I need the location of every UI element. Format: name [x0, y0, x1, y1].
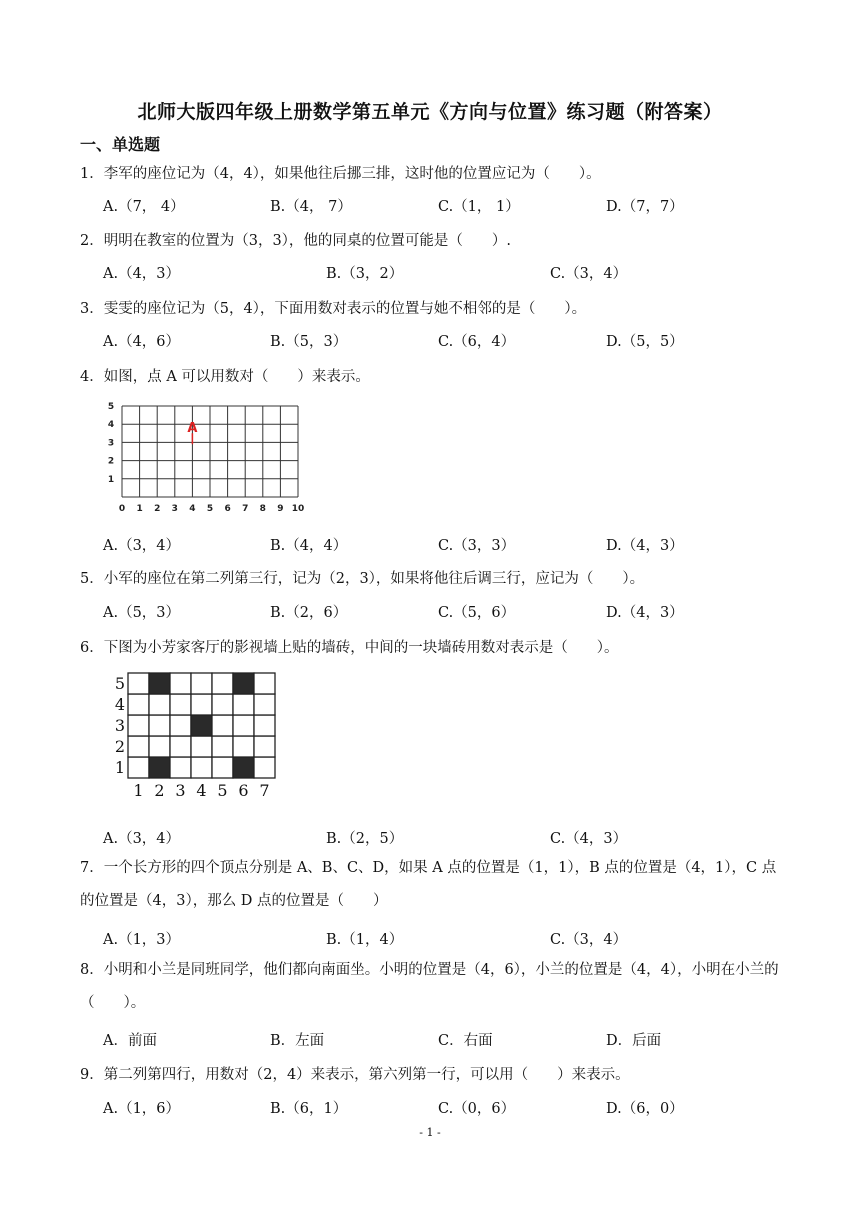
column-label: 5	[217, 781, 228, 800]
row-label: 4	[114, 695, 126, 714]
tile	[128, 694, 149, 715]
option-c[interactable]: C.（1， 1）	[438, 199, 520, 215]
option-c[interactable]: C.（3，3）	[438, 538, 516, 554]
tile	[170, 736, 191, 757]
option-a[interactable]: A.（4，3）	[103, 266, 181, 282]
row-label: 2	[114, 737, 126, 756]
option-d[interactable]: D.（5，5）	[606, 334, 684, 350]
tile	[149, 694, 170, 715]
option-c[interactable]: C.（5，6）	[438, 605, 516, 621]
tile	[128, 757, 149, 778]
page-title: 北师大版四年级上册数学第五单元《方向与位置》练习题（附答案）	[137, 101, 723, 123]
option-c[interactable]: C.（3，4）	[550, 932, 628, 948]
dark-tile	[233, 757, 254, 778]
tile	[128, 736, 149, 757]
option-d[interactable]: D.（6，0）	[606, 1101, 684, 1117]
tile	[170, 673, 191, 694]
x-tick-label: 10	[291, 504, 305, 514]
y-tick-label: 4	[107, 420, 115, 431]
option-a[interactable]: A.（1，6）	[103, 1101, 181, 1117]
tile	[212, 694, 233, 715]
tile	[233, 694, 254, 715]
section-heading: 一、单选题	[80, 135, 161, 154]
x-tick-label: 5	[206, 504, 214, 514]
tile	[212, 673, 233, 694]
option-c[interactable]: C.（6，4）	[438, 334, 516, 350]
dark-tile	[149, 673, 170, 694]
column-label: 3	[175, 781, 186, 800]
dark-tile	[233, 673, 254, 694]
option-b[interactable]: B.（2，5）	[326, 831, 404, 847]
tile	[254, 673, 275, 694]
option-b[interactable]: B.（3，2）	[326, 266, 404, 282]
option-d[interactable]: D.（4，3）	[606, 538, 684, 554]
option-d[interactable]: D.（7，7）	[606, 199, 684, 215]
tile	[233, 715, 254, 736]
option-b[interactable]: B.（5，3）	[270, 334, 348, 350]
tile	[212, 715, 233, 736]
tile	[254, 736, 275, 757]
option-a[interactable]: A.（7， 4）	[103, 199, 185, 215]
option-c[interactable]: C．右面	[438, 1033, 493, 1049]
tile	[212, 736, 233, 757]
x-tick-label: 3	[171, 504, 178, 514]
option-b[interactable]: B．左面	[270, 1033, 325, 1049]
tile	[149, 736, 170, 757]
tile	[254, 694, 275, 715]
option-a[interactable]: A.（3，4）	[103, 538, 181, 554]
x-tick-label: 6	[224, 504, 231, 514]
option-b[interactable]: B.（2，6）	[270, 605, 348, 621]
question-3: 3．雯雯的座位记为（5，4），下面用数对表示的位置与她不相邻的是（ ）。	[80, 301, 587, 317]
column-label: 7	[259, 781, 270, 800]
option-d[interactable]: D.（4，3）	[606, 605, 684, 621]
option-a[interactable]: A.（4，6）	[103, 334, 181, 350]
question-1: 1．李军的座位记为（4，4），如果他往后挪三排，这时他的位置应记为（ ）。	[80, 166, 601, 182]
option-d[interactable]: D．后面	[606, 1033, 662, 1049]
tile	[128, 715, 149, 736]
coordinate-grid-figure	[100, 397, 315, 515]
row-label: 5	[114, 674, 126, 693]
tile	[128, 673, 149, 694]
column-label: 4	[196, 781, 207, 800]
x-tick-label: 2	[154, 504, 161, 514]
option-b[interactable]: B.（1，4）	[326, 932, 404, 948]
tile	[191, 757, 212, 778]
question-8: 8．小明和小兰是同班同学，他们都向南面坐。小明的位置是（4，6），小兰的位置是（4，4），小明在小兰的（ ）。	[80, 962, 779, 1011]
x-tick-label: 9	[277, 504, 284, 514]
page-number: - 1 -	[419, 1126, 441, 1139]
row-label: 3	[114, 716, 126, 735]
option-b[interactable]: B.（4，4）	[270, 538, 348, 554]
row-label: 1	[114, 758, 126, 777]
y-tick-label: 5	[107, 402, 115, 412]
column-label: 2	[154, 781, 165, 800]
x-tick-label: 7	[242, 504, 249, 514]
question-6: 6．下图为小芳家客厅的影视墙上贴的墙砖，中间的一块墙砖用数对表示是（ ）。	[80, 640, 619, 656]
option-a[interactable]: A.（3，4）	[103, 831, 181, 847]
tile	[191, 694, 212, 715]
question-5: 5．小军的座位在第二列第三行，记为（2，3），如果将他往后调三行，应记为（ ）。	[80, 571, 645, 587]
x-tick-label: 1	[136, 504, 143, 514]
x-tick-label: 4	[189, 504, 196, 514]
y-tick-label: 2	[107, 456, 115, 467]
option-a[interactable]: A.（1，3）	[103, 932, 181, 948]
tile	[170, 757, 191, 778]
option-c[interactable]: C.（0，6）	[438, 1101, 516, 1117]
option-a[interactable]: A.（5，3）	[103, 605, 181, 621]
dark-tile	[149, 757, 170, 778]
wall-tile-figure	[110, 672, 282, 802]
point-a-label: A	[187, 421, 198, 437]
x-tick-label: 8	[259, 504, 266, 514]
tile	[191, 736, 212, 757]
tile	[254, 715, 275, 736]
x-tick-label: 0	[118, 504, 126, 514]
question-9: 9．第二列第四行，用数对（2，4）来表示，第六列第一行，可以用（ ）来表示。	[80, 1067, 630, 1083]
option-b[interactable]: B.（6，1）	[270, 1101, 348, 1117]
question-7: 7．一个长方形的四个顶点分别是 A、B、C、D，如果 A 点的位置是（1，1），B 点的位置是（4，1），C 点的位置是（4，3），那么 D 点的位置是（ ）	[80, 860, 777, 909]
y-tick-label: 3	[107, 438, 115, 449]
option-c[interactable]: C.（3，4）	[550, 266, 628, 282]
tile	[191, 673, 212, 694]
dark-tile	[191, 715, 212, 736]
tile	[254, 757, 275, 778]
tile	[170, 715, 191, 736]
question-2: 2．明明在教室的位置为（3，3），他的同桌的位置可能是（ ）.	[80, 233, 512, 249]
tile	[170, 694, 191, 715]
option-a[interactable]: A．前面	[103, 1033, 157, 1049]
y-tick-label: 1	[107, 474, 115, 485]
option-c[interactable]: C.（4，3）	[550, 831, 628, 847]
column-label: 6	[238, 781, 249, 800]
column-label: 1	[133, 781, 144, 800]
tile	[149, 715, 170, 736]
tile	[212, 757, 233, 778]
tile	[233, 736, 254, 757]
option-b[interactable]: B.（4， 7）	[270, 199, 352, 215]
question-4: 4．如图，点 A 可以用数对（ ）来表示。	[80, 369, 370, 385]
